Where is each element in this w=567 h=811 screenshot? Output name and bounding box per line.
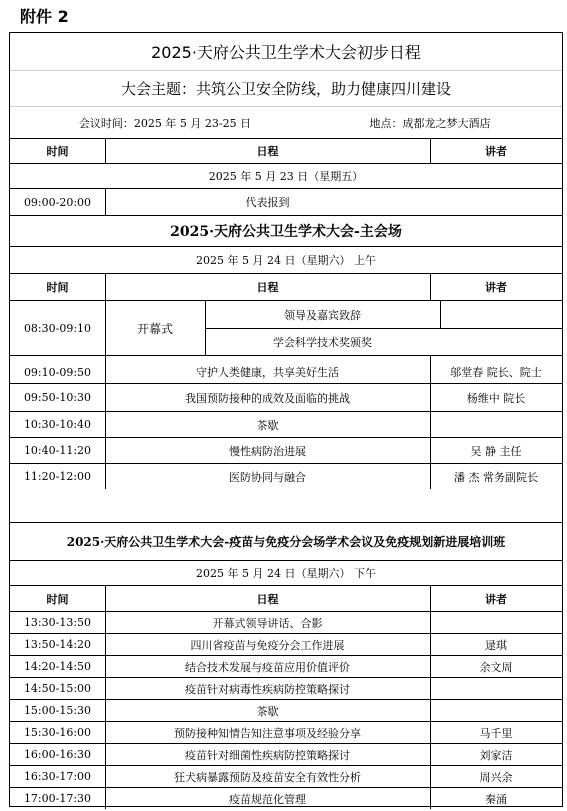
row-item: 茶歇 — [256, 418, 279, 432]
opening-label: 开幕式 — [136, 321, 173, 336]
row-time: 15:30-16:00 — [23, 726, 92, 739]
row-speaker: 逯琪 — [485, 638, 507, 652]
row-speaker — [430, 700, 562, 721]
row-speaker: 余文周 — [479, 660, 513, 674]
row-item: 开幕式领导讲话、合影 — [212, 616, 323, 630]
row-time: 14:50-15:00 — [23, 682, 92, 695]
row-time: 10:40-11:20 — [23, 444, 92, 457]
table-header — [10, 585, 562, 611]
schedule-document — [9, 32, 563, 807]
table-row — [10, 383, 562, 411]
meeting-time: 会议时间：2025 年 5 月 23-25 日 — [78, 116, 252, 130]
row-speaker — [430, 678, 562, 699]
table-row — [10, 787, 562, 809]
row-time: 14:20-14:50 — [23, 660, 92, 673]
conference-theme: 大会主题：共筑公卫安全防线，助力健康四川建设 — [120, 80, 451, 98]
day1-date-row — [10, 163, 562, 188]
row-speaker: 刘家洁 — [479, 748, 513, 762]
title-row — [10, 32, 562, 70]
row-item: 茶歇 — [256, 704, 279, 718]
table-row — [10, 721, 562, 743]
row-time: 13:50-14:20 — [23, 638, 92, 651]
header-time: 时间 — [46, 281, 69, 294]
row-time: 11:20-12:00 — [23, 470, 92, 483]
row-time: 10:30-10:40 — [23, 418, 92, 431]
vaccine-date: 2025 年 5 月 24 日（星期六） 下午 — [196, 567, 376, 580]
attachment-label: 附件 2 — [20, 7, 69, 26]
row-speaker: 邬堂春 院长、院士 — [450, 366, 542, 379]
row-speaker — [430, 412, 562, 437]
row-speaker: 吴 静 主任 — [470, 444, 522, 458]
table-row — [10, 463, 562, 489]
table-header — [10, 273, 562, 300]
vaccine-date-row — [10, 560, 562, 585]
row-speaker: 周兴余 — [479, 770, 513, 784]
main-date-row — [10, 246, 562, 273]
table-row — [10, 655, 562, 677]
header-agenda: 日程 — [256, 281, 279, 294]
row-item: 四川省疫苗与免疫分会工作进展 — [190, 638, 345, 652]
table-row — [10, 699, 562, 721]
header-time: 时间 — [46, 592, 69, 606]
row-item: 疫苗规范化管理 — [229, 792, 306, 806]
header-agenda: 日程 — [256, 592, 279, 606]
row-speaker — [430, 612, 562, 633]
row-item: 预防接种知情告知注意事项及经验分享 — [174, 726, 361, 740]
row-item: 我国预防接种的成效及面临的挑战 — [185, 391, 350, 405]
header-speaker: 讲者 — [485, 592, 507, 606]
vaccine-title-row — [10, 522, 562, 560]
row-time: 16:30-17:00 — [23, 770, 92, 783]
row-speaker: 潘 杰 常务副院长 — [454, 470, 538, 484]
meta-row — [10, 106, 562, 138]
row-item: 医防协同与融合 — [229, 470, 306, 484]
row-speaker: 杨维中 院长 — [466, 391, 526, 405]
header-speaker: 讲者 — [485, 145, 507, 158]
row-time: 09:00-20:00 — [23, 195, 92, 209]
opening-item: 学会科学技术奖颁奖 — [273, 336, 372, 349]
row-time: 15:00-15:30 — [23, 704, 92, 717]
main-date: 2025 年 5 月 24 日（星期六） 上午 — [196, 254, 376, 267]
header-time: 时间 — [46, 145, 69, 158]
table-row — [10, 743, 562, 765]
row-item: 结合技术发展与疫苗应用价值评价 — [185, 660, 350, 674]
main-title-row — [10, 215, 562, 246]
table-row — [10, 411, 562, 437]
main-session-title: 2025·天府公共卫生学术大会-主会场 — [170, 224, 402, 240]
row-time: 08:30-09:10 — [23, 321, 92, 335]
opening-row — [10, 300, 562, 355]
row-time: 16:00-16:30 — [23, 748, 92, 761]
vaccine-session-title: 2025·天府公共卫生学术大会-疫苗与免疫分会场学术会议及免疫规划新进展培训班 — [66, 535, 506, 549]
table-row — [10, 611, 562, 633]
day1-date: 2025 年 5 月 23 日（星期五） — [208, 170, 364, 183]
header-speaker: 讲者 — [485, 281, 507, 294]
table-row — [10, 765, 562, 787]
row-time: 17:00-17:30 — [23, 792, 92, 805]
table-row — [10, 437, 562, 463]
row-item: 守护人类健康，共享美好生活 — [196, 366, 339, 379]
row-time: 09:50-10:30 — [23, 391, 92, 404]
row-speaker: 秦涌 — [485, 792, 507, 806]
page-title: 2025·天府公共卫生学术大会初步日程 — [151, 43, 421, 62]
row-time: 09:10-09:50 — [23, 365, 92, 379]
meeting-place: 地点：成都龙之梦大酒店 — [369, 116, 491, 130]
row-speaker: 马千里 — [479, 726, 513, 740]
theme-row — [10, 70, 562, 106]
row-item: 疫苗针对细菌性疾病防控策略探讨 — [185, 748, 350, 762]
table-row — [10, 188, 562, 215]
table-header — [10, 138, 562, 163]
table-row — [10, 677, 562, 699]
row-item: 疫苗针对病毒性疾病防控策略探讨 — [185, 682, 350, 696]
row-time: 13:30-13:50 — [23, 616, 92, 629]
table-row — [10, 633, 562, 655]
row-item: 狂犬病暴露预防及疫苗安全有效性分析 — [174, 770, 361, 784]
row-item: 慢性病防治进展 — [229, 444, 306, 458]
opening-item: 领导及嘉宾致辞 — [284, 308, 361, 322]
row-item: 代表报到 — [245, 196, 290, 209]
header-agenda: 日程 — [256, 145, 279, 158]
